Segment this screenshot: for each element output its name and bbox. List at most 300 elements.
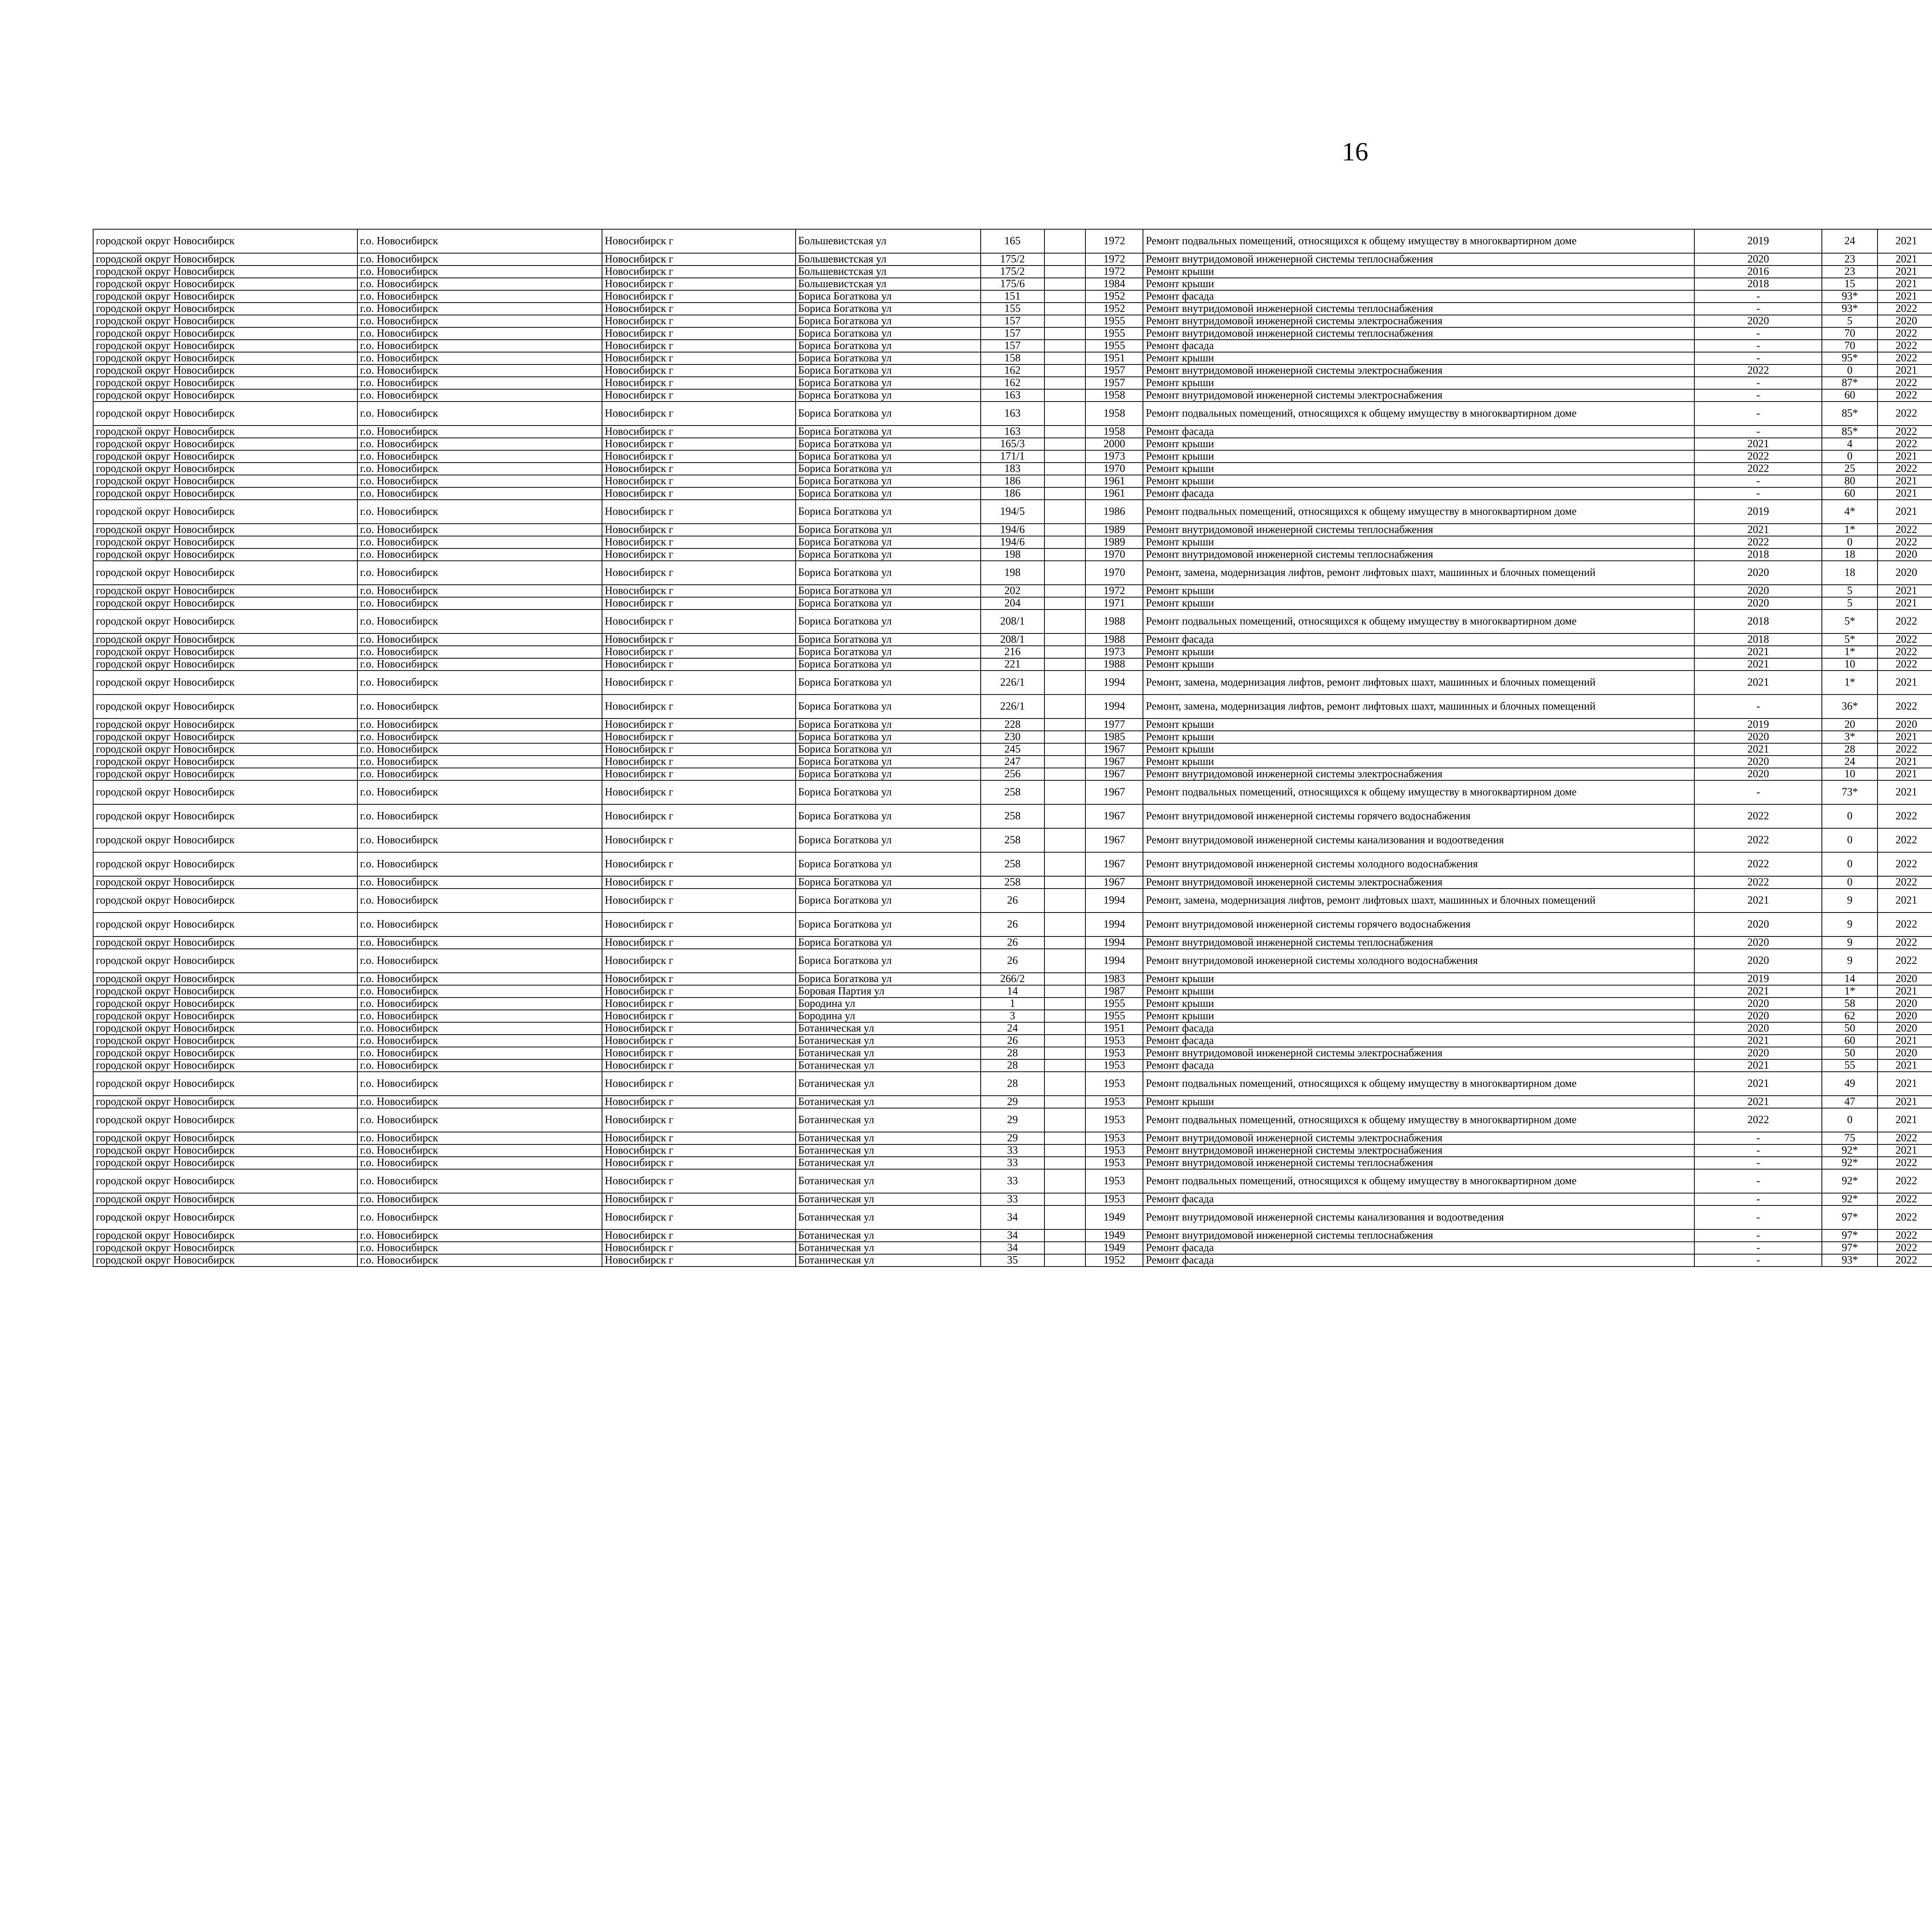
municipality-cell: городской округ Новосибирск bbox=[93, 889, 357, 913]
municipality-cell: городской округ Новосибирск bbox=[93, 340, 357, 352]
street-cell: Бориса Богаткова ул bbox=[796, 671, 981, 695]
work-type-cell: Ремонт фасада bbox=[1143, 290, 1694, 303]
table-row bbox=[93, 340, 1932, 352]
street-cell: Большевистская ул bbox=[796, 229, 981, 253]
start-year-cell: 2020 bbox=[1878, 998, 1932, 1010]
table-row bbox=[93, 889, 1932, 913]
house-number-cell: 226/1 bbox=[981, 695, 1044, 718]
street-cell: Ботаническая ул bbox=[796, 1169, 981, 1193]
table-row bbox=[93, 303, 1932, 315]
work-type-cell: Ремонт крыши bbox=[1143, 743, 1694, 756]
start-year-cell: 2020 bbox=[1878, 718, 1932, 731]
street-cell: Ботаническая ул bbox=[796, 1108, 981, 1132]
building-letter-cell bbox=[1044, 597, 1085, 609]
municipality-cell: городской округ Новосибирск bbox=[93, 768, 357, 780]
municipality-cell: городской округ Новосибирск bbox=[93, 804, 357, 828]
work-type-cell: Ремонт фасада bbox=[1143, 1193, 1694, 1205]
wear-percent-cell: 24 bbox=[1822, 756, 1878, 768]
table-row bbox=[93, 671, 1932, 695]
work-type-cell: Ремонт внутридомовой инженерной системы горячего водоснабжения bbox=[1143, 804, 1694, 828]
wear-percent-cell: 60 bbox=[1822, 487, 1878, 500]
wear-percent-cell: 9 bbox=[1822, 913, 1878, 936]
city-cell: Новосибирск г bbox=[602, 1169, 795, 1193]
city-cell: Новосибирск г bbox=[602, 913, 795, 936]
settlement-cell: г.о. Новосибирск bbox=[357, 585, 602, 597]
street-cell: Бориса Богаткова ул bbox=[796, 731, 981, 743]
street-cell: Бориса Богаткова ул bbox=[796, 426, 981, 438]
table-row bbox=[93, 1022, 1932, 1035]
municipality-cell: городской округ Новосибирск bbox=[93, 1010, 357, 1022]
wear-percent-cell: 9 bbox=[1822, 889, 1878, 913]
work-type-cell: Ремонт внутридомовой инженерной системы электроснабжения bbox=[1143, 1047, 1694, 1059]
last-repair-year-cell: 2022 bbox=[1694, 804, 1822, 828]
construction-year-cell: 1967 bbox=[1085, 804, 1143, 828]
wear-percent-cell: 97* bbox=[1822, 1242, 1878, 1254]
municipality-cell: городской округ Новосибирск bbox=[93, 1229, 357, 1242]
work-type-cell: Ремонт крыши bbox=[1143, 536, 1694, 548]
city-cell: Новосибирск г bbox=[602, 1205, 795, 1229]
table-row bbox=[93, 1059, 1932, 1072]
wear-percent-cell: 0 bbox=[1822, 876, 1878, 889]
street-cell: Ботаническая ул bbox=[796, 1096, 981, 1108]
street-cell: Бородина ул bbox=[796, 1010, 981, 1022]
house-number-cell: 175/2 bbox=[981, 253, 1044, 266]
city-cell: Новосибирск г bbox=[602, 327, 795, 340]
construction-year-cell: 1989 bbox=[1085, 524, 1143, 536]
municipality-cell: городской округ Новосибирск bbox=[93, 1242, 357, 1254]
construction-year-cell: 1953 bbox=[1085, 1132, 1143, 1144]
table-row bbox=[93, 536, 1932, 548]
street-cell: Бориса Богаткова ул bbox=[796, 327, 981, 340]
table-row bbox=[93, 426, 1932, 438]
wear-percent-cell: 24 bbox=[1822, 229, 1878, 253]
table-row bbox=[93, 828, 1932, 852]
wear-percent-cell: 92* bbox=[1822, 1193, 1878, 1205]
house-number-cell: 158 bbox=[981, 352, 1044, 364]
construction-year-cell: 1987 bbox=[1085, 985, 1143, 998]
start-year-cell: 2022 bbox=[1878, 327, 1932, 340]
last-repair-year-cell: 2018 bbox=[1694, 633, 1822, 646]
building-letter-cell bbox=[1044, 229, 1085, 253]
construction-year-cell: 1972 bbox=[1085, 253, 1143, 266]
wear-percent-cell: 15 bbox=[1822, 278, 1878, 290]
municipality-cell: городской округ Новосибирск bbox=[93, 426, 357, 438]
last-repair-year-cell: 2021 bbox=[1694, 658, 1822, 671]
settlement-cell: г.о. Новосибирск bbox=[357, 500, 602, 524]
settlement-cell: г.о. Новосибирск bbox=[357, 913, 602, 936]
work-type-cell: Ремонт внутридомовой инженерной системы теплоснабжения bbox=[1143, 303, 1694, 315]
start-year-cell: 2022 bbox=[1878, 633, 1932, 646]
wear-percent-cell: 10 bbox=[1822, 658, 1878, 671]
house-number-cell: 247 bbox=[981, 756, 1044, 768]
settlement-cell: г.о. Новосибирск bbox=[357, 352, 602, 364]
building-letter-cell bbox=[1044, 949, 1085, 973]
building-letter-cell bbox=[1044, 303, 1085, 315]
municipality-cell: городской округ Новосибирск bbox=[93, 671, 357, 695]
work-type-cell: Ремонт подвальных помещений, относящихся к общему имуществу в многоквартирном доме bbox=[1143, 609, 1694, 633]
work-type-cell: Ремонт фасада bbox=[1143, 340, 1694, 352]
settlement-cell: г.о. Новосибирск bbox=[357, 229, 602, 253]
start-year-cell: 2020 bbox=[1878, 315, 1932, 327]
work-type-cell: Ремонт подвальных помещений, относящихся к общему имуществу в многоквартирном доме bbox=[1143, 500, 1694, 524]
start-year-cell: 2022 bbox=[1878, 852, 1932, 876]
street-cell: Бориса Богаткова ул bbox=[796, 876, 981, 889]
last-repair-year-cell: 2022 bbox=[1694, 364, 1822, 377]
street-cell: Бориса Богаткова ул bbox=[796, 633, 981, 646]
last-repair-year-cell: 2020 bbox=[1694, 561, 1822, 585]
municipality-cell: городской округ Новосибирск bbox=[93, 303, 357, 315]
wear-percent-cell: 92* bbox=[1822, 1144, 1878, 1157]
construction-year-cell: 1953 bbox=[1085, 1144, 1143, 1157]
work-type-cell: Ремонт внутридомовой инженерной системы теплоснабжения bbox=[1143, 1157, 1694, 1169]
street-cell: Ботаническая ул bbox=[796, 1059, 981, 1072]
last-repair-year-cell: 2019 bbox=[1694, 500, 1822, 524]
house-number-cell: 183 bbox=[981, 463, 1044, 475]
work-type-cell: Ремонт крыши bbox=[1143, 646, 1694, 658]
municipality-cell: городской округ Новосибирск bbox=[93, 852, 357, 876]
last-repair-year-cell: 2020 bbox=[1694, 1010, 1822, 1022]
city-cell: Новосибирск г bbox=[602, 597, 795, 609]
house-number-cell: 230 bbox=[981, 731, 1044, 743]
page-number: 16 bbox=[1342, 137, 1368, 166]
start-year-cell: 2022 bbox=[1878, 536, 1932, 548]
street-cell: Бориса Богаткова ул bbox=[796, 315, 981, 327]
city-cell: Новосибирск г bbox=[602, 828, 795, 852]
construction-year-cell: 1973 bbox=[1085, 646, 1143, 658]
building-letter-cell bbox=[1044, 364, 1085, 377]
construction-year-cell: 1989 bbox=[1085, 536, 1143, 548]
work-type-cell: Ремонт крыши bbox=[1143, 450, 1694, 463]
wear-percent-cell: 1* bbox=[1822, 524, 1878, 536]
table-row bbox=[93, 402, 1932, 426]
municipality-cell: городской округ Новосибирск bbox=[93, 561, 357, 585]
work-type-cell: Ремонт крыши bbox=[1143, 278, 1694, 290]
start-year-cell: 2021 bbox=[1878, 985, 1932, 998]
wear-percent-cell: 10 bbox=[1822, 768, 1878, 780]
municipality-cell: городской округ Новосибирск bbox=[93, 1254, 357, 1267]
city-cell: Новосибирск г bbox=[602, 548, 795, 561]
city-cell: Новосибирск г bbox=[602, 352, 795, 364]
work-type-cell: Ремонт фасада bbox=[1143, 1242, 1694, 1254]
table-row bbox=[93, 658, 1932, 671]
settlement-cell: г.о. Новосибирск bbox=[357, 671, 602, 695]
table-row bbox=[93, 1144, 1932, 1157]
city-cell: Новосибирск г bbox=[602, 804, 795, 828]
municipality-cell: городской округ Новосибирск bbox=[93, 1157, 357, 1169]
construction-year-cell: 1953 bbox=[1085, 1108, 1143, 1132]
table-row bbox=[93, 1096, 1932, 1108]
table-body bbox=[93, 229, 1932, 1267]
last-repair-year-cell: 2018 bbox=[1694, 609, 1822, 633]
house-number-cell: 26 bbox=[981, 1035, 1044, 1047]
wear-percent-cell: 9 bbox=[1822, 949, 1878, 973]
municipality-cell: городской округ Новосибирск bbox=[93, 1035, 357, 1047]
last-repair-year-cell: - bbox=[1694, 426, 1822, 438]
start-year-cell: 2022 bbox=[1878, 876, 1932, 889]
building-letter-cell bbox=[1044, 876, 1085, 889]
building-letter-cell bbox=[1044, 998, 1085, 1010]
wear-percent-cell: 80 bbox=[1822, 475, 1878, 487]
city-cell: Новосибирск г bbox=[602, 585, 795, 597]
street-cell: Бориса Богаткова ул bbox=[796, 768, 981, 780]
last-repair-year-cell: - bbox=[1694, 1169, 1822, 1193]
construction-year-cell: 1955 bbox=[1085, 998, 1143, 1010]
last-repair-year-cell: 2020 bbox=[1694, 756, 1822, 768]
street-cell: Бориса Богаткова ул bbox=[796, 377, 981, 389]
table-row bbox=[93, 475, 1932, 487]
city-cell: Новосибирск г bbox=[602, 450, 795, 463]
house-number-cell: 194/6 bbox=[981, 524, 1044, 536]
construction-year-cell: 1953 bbox=[1085, 1035, 1143, 1047]
building-letter-cell bbox=[1044, 463, 1085, 475]
street-cell: Бориса Богаткова ул bbox=[796, 364, 981, 377]
municipality-cell: городской округ Новосибирск bbox=[93, 1022, 357, 1035]
construction-year-cell: 1985 bbox=[1085, 731, 1143, 743]
start-year-cell: 2022 bbox=[1878, 1205, 1932, 1229]
settlement-cell: г.о. Новосибирск bbox=[357, 1144, 602, 1157]
municipality-cell: городской округ Новосибирск bbox=[93, 524, 357, 536]
house-number-cell: 3 bbox=[981, 1010, 1044, 1022]
street-cell: Ботаническая ул bbox=[796, 1205, 981, 1229]
work-type-cell: Ремонт крыши bbox=[1143, 998, 1694, 1010]
municipality-cell: городской округ Новосибирск bbox=[93, 731, 357, 743]
construction-year-cell: 1972 bbox=[1085, 266, 1143, 278]
start-year-cell: 2022 bbox=[1878, 1169, 1932, 1193]
last-repair-year-cell: 2021 bbox=[1694, 889, 1822, 913]
construction-year-cell: 1957 bbox=[1085, 364, 1143, 377]
municipality-cell: городской округ Новосибирск bbox=[93, 1072, 357, 1096]
table-row bbox=[93, 949, 1932, 973]
wear-percent-cell: 0 bbox=[1822, 364, 1878, 377]
settlement-cell: г.о. Новосибирск bbox=[357, 852, 602, 876]
start-year-cell: 2022 bbox=[1878, 1132, 1932, 1144]
house-number-cell: 33 bbox=[981, 1157, 1044, 1169]
house-number-cell: 33 bbox=[981, 1193, 1044, 1205]
city-cell: Новосибирск г bbox=[602, 290, 795, 303]
start-year-cell: 2020 bbox=[1878, 1010, 1932, 1022]
city-cell: Новосибирск г bbox=[602, 998, 795, 1010]
table-row bbox=[93, 1132, 1932, 1144]
last-repair-year-cell: - bbox=[1694, 1193, 1822, 1205]
last-repair-year-cell: - bbox=[1694, 1205, 1822, 1229]
settlement-cell: г.о. Новосибирск bbox=[357, 1157, 602, 1169]
street-cell: Бориса Богаткова ул bbox=[796, 438, 981, 450]
wear-percent-cell: 92* bbox=[1822, 1157, 1878, 1169]
start-year-cell: 2022 bbox=[1878, 804, 1932, 828]
settlement-cell: г.о. Новосибирск bbox=[357, 278, 602, 290]
last-repair-year-cell: 2021 bbox=[1694, 985, 1822, 998]
street-cell: Бориса Богаткова ул bbox=[796, 756, 981, 768]
settlement-cell: г.о. Новосибирск bbox=[357, 1205, 602, 1229]
last-repair-year-cell: 2020 bbox=[1694, 949, 1822, 973]
street-cell: Бориса Богаткова ул bbox=[796, 548, 981, 561]
municipality-cell: городской округ Новосибирск bbox=[93, 389, 357, 402]
street-cell: Бориса Богаткова ул bbox=[796, 450, 981, 463]
wear-percent-cell: 5 bbox=[1822, 585, 1878, 597]
table-row bbox=[93, 1035, 1932, 1047]
house-number-cell: 258 bbox=[981, 876, 1044, 889]
city-cell: Новосибирск г bbox=[602, 756, 795, 768]
last-repair-year-cell: - bbox=[1694, 780, 1822, 804]
wear-percent-cell: 85* bbox=[1822, 402, 1878, 426]
table-row bbox=[93, 524, 1932, 536]
building-letter-cell bbox=[1044, 402, 1085, 426]
municipality-cell: городской округ Новосибирск bbox=[93, 1047, 357, 1059]
start-year-cell: 2020 bbox=[1878, 1022, 1932, 1035]
start-year-cell: 2021 bbox=[1878, 500, 1932, 524]
house-number-cell: 1 bbox=[981, 998, 1044, 1010]
table-row bbox=[93, 487, 1932, 500]
settlement-cell: г.о. Новосибирск bbox=[357, 536, 602, 548]
table-row bbox=[93, 229, 1932, 253]
municipality-cell: городской округ Новосибирск bbox=[93, 450, 357, 463]
construction-year-cell: 1952 bbox=[1085, 290, 1143, 303]
start-year-cell: 2022 bbox=[1878, 389, 1932, 402]
building-letter-cell bbox=[1044, 536, 1085, 548]
table-row bbox=[93, 290, 1932, 303]
house-number-cell: 198 bbox=[981, 561, 1044, 585]
wear-percent-cell: 60 bbox=[1822, 389, 1878, 402]
building-letter-cell bbox=[1044, 1059, 1085, 1072]
street-cell: Бородина ул bbox=[796, 998, 981, 1010]
street-cell: Ботаническая ул bbox=[796, 1242, 981, 1254]
start-year-cell: 2022 bbox=[1878, 402, 1932, 426]
settlement-cell: г.о. Новосибирск bbox=[357, 475, 602, 487]
table-row bbox=[93, 585, 1932, 597]
city-cell: Новосибирск г bbox=[602, 229, 795, 253]
city-cell: Новосибирск г bbox=[602, 671, 795, 695]
building-letter-cell bbox=[1044, 548, 1085, 561]
wear-percent-cell: 1* bbox=[1822, 646, 1878, 658]
start-year-cell: 2021 bbox=[1878, 1096, 1932, 1108]
city-cell: Новосибирск г bbox=[602, 731, 795, 743]
work-type-cell: Ремонт крыши bbox=[1143, 597, 1694, 609]
street-cell: Бориса Богаткова ул bbox=[796, 500, 981, 524]
work-type-cell: Ремонт крыши bbox=[1143, 731, 1694, 743]
building-letter-cell bbox=[1044, 340, 1085, 352]
last-repair-year-cell: - bbox=[1694, 303, 1822, 315]
settlement-cell: г.о. Новосибирск bbox=[357, 548, 602, 561]
building-letter-cell bbox=[1044, 658, 1085, 671]
last-repair-year-cell: - bbox=[1694, 402, 1822, 426]
start-year-cell: 2021 bbox=[1878, 731, 1932, 743]
work-type-cell: Ремонт внутридомовой инженерной системы теплоснабжения bbox=[1143, 1229, 1694, 1242]
house-number-cell: 29 bbox=[981, 1096, 1044, 1108]
city-cell: Новосибирск г bbox=[602, 949, 795, 973]
street-cell: Бориса Богаткова ул bbox=[796, 352, 981, 364]
wear-percent-cell: 97* bbox=[1822, 1205, 1878, 1229]
work-type-cell: Ремонт крыши bbox=[1143, 985, 1694, 998]
start-year-cell: 2021 bbox=[1878, 1144, 1932, 1157]
last-repair-year-cell: 2021 bbox=[1694, 1059, 1822, 1072]
settlement-cell: г.о. Новосибирск bbox=[357, 756, 602, 768]
wear-percent-cell: 75 bbox=[1822, 1132, 1878, 1144]
construction-year-cell: 1988 bbox=[1085, 609, 1143, 633]
last-repair-year-cell: 2022 bbox=[1694, 463, 1822, 475]
table-row bbox=[93, 597, 1932, 609]
table-row bbox=[93, 364, 1932, 377]
last-repair-year-cell: 2020 bbox=[1694, 253, 1822, 266]
building-letter-cell bbox=[1044, 828, 1085, 852]
work-type-cell: Ремонт внутридомовой инженерной системы электроснабжения bbox=[1143, 768, 1694, 780]
wear-percent-cell: 70 bbox=[1822, 340, 1878, 352]
municipality-cell: городской округ Новосибирск bbox=[93, 327, 357, 340]
municipality-cell: городской округ Новосибирск bbox=[93, 597, 357, 609]
table-row bbox=[93, 780, 1932, 804]
wear-percent-cell: 0 bbox=[1822, 536, 1878, 548]
municipality-cell: городской округ Новосибирск bbox=[93, 585, 357, 597]
municipality-cell: городской округ Новосибирск bbox=[93, 278, 357, 290]
construction-year-cell: 1967 bbox=[1085, 743, 1143, 756]
house-number-cell: 171/1 bbox=[981, 450, 1044, 463]
house-number-cell: 258 bbox=[981, 828, 1044, 852]
work-type-cell: Ремонт подвальных помещений, относящихся к общему имуществу в многоквартирном доме bbox=[1143, 402, 1694, 426]
house-number-cell: 34 bbox=[981, 1205, 1044, 1229]
house-number-cell: 157 bbox=[981, 315, 1044, 327]
street-cell: Бориса Богаткова ул bbox=[796, 718, 981, 731]
work-type-cell: Ремонт крыши bbox=[1143, 973, 1694, 985]
work-type-cell: Ремонт крыши bbox=[1143, 377, 1694, 389]
street-cell: Бориса Богаткова ул bbox=[796, 913, 981, 936]
building-letter-cell bbox=[1044, 768, 1085, 780]
building-letter-cell bbox=[1044, 889, 1085, 913]
settlement-cell: г.о. Новосибирск bbox=[357, 985, 602, 998]
building-letter-cell bbox=[1044, 804, 1085, 828]
city-cell: Новосибирск г bbox=[602, 402, 795, 426]
settlement-cell: г.о. Новосибирск bbox=[357, 768, 602, 780]
street-cell: Ботаническая ул bbox=[796, 1047, 981, 1059]
table-row bbox=[93, 1193, 1932, 1205]
table-row bbox=[93, 352, 1932, 364]
house-number-cell: 163 bbox=[981, 426, 1044, 438]
house-number-cell: 175/2 bbox=[981, 266, 1044, 278]
start-year-cell: 2021 bbox=[1878, 756, 1932, 768]
start-year-cell: 2022 bbox=[1878, 743, 1932, 756]
last-repair-year-cell: 2020 bbox=[1694, 1047, 1822, 1059]
start-year-cell: 2021 bbox=[1878, 671, 1932, 695]
construction-year-cell: 1970 bbox=[1085, 561, 1143, 585]
settlement-cell: г.о. Новосибирск bbox=[357, 646, 602, 658]
settlement-cell: г.о. Новосибирск bbox=[357, 402, 602, 426]
last-repair-year-cell: - bbox=[1694, 1144, 1822, 1157]
city-cell: Новосибирск г bbox=[602, 253, 795, 266]
work-type-cell: Ремонт внутридомовой инженерной системы холодного водоснабжения bbox=[1143, 852, 1694, 876]
construction-year-cell: 1994 bbox=[1085, 695, 1143, 718]
construction-year-cell: 1972 bbox=[1085, 229, 1143, 253]
street-cell: Ботаническая ул bbox=[796, 1022, 981, 1035]
street-cell: Большевистская ул bbox=[796, 253, 981, 266]
street-cell: Бориса Богаткова ул bbox=[796, 536, 981, 548]
settlement-cell: г.о. Новосибирск bbox=[357, 804, 602, 828]
municipality-cell: городской округ Новосибирск bbox=[93, 913, 357, 936]
building-letter-cell bbox=[1044, 290, 1085, 303]
construction-year-cell: 1953 bbox=[1085, 1169, 1143, 1193]
wear-percent-cell: 20 bbox=[1822, 718, 1878, 731]
table-row bbox=[93, 998, 1932, 1010]
start-year-cell: 2020 bbox=[1878, 973, 1932, 985]
last-repair-year-cell: 2020 bbox=[1694, 597, 1822, 609]
settlement-cell: г.о. Новосибирск bbox=[357, 340, 602, 352]
start-year-cell: 2021 bbox=[1878, 266, 1932, 278]
settlement-cell: г.о. Новосибирск bbox=[357, 266, 602, 278]
start-year-cell: 2021 bbox=[1878, 889, 1932, 913]
start-year-cell: 2022 bbox=[1878, 1157, 1932, 1169]
house-number-cell: 28 bbox=[981, 1072, 1044, 1096]
street-cell: Бориса Богаткова ул bbox=[796, 695, 981, 718]
house-number-cell: 157 bbox=[981, 327, 1044, 340]
municipality-cell: городской округ Новосибирск bbox=[93, 229, 357, 253]
construction-year-cell: 1994 bbox=[1085, 913, 1143, 936]
